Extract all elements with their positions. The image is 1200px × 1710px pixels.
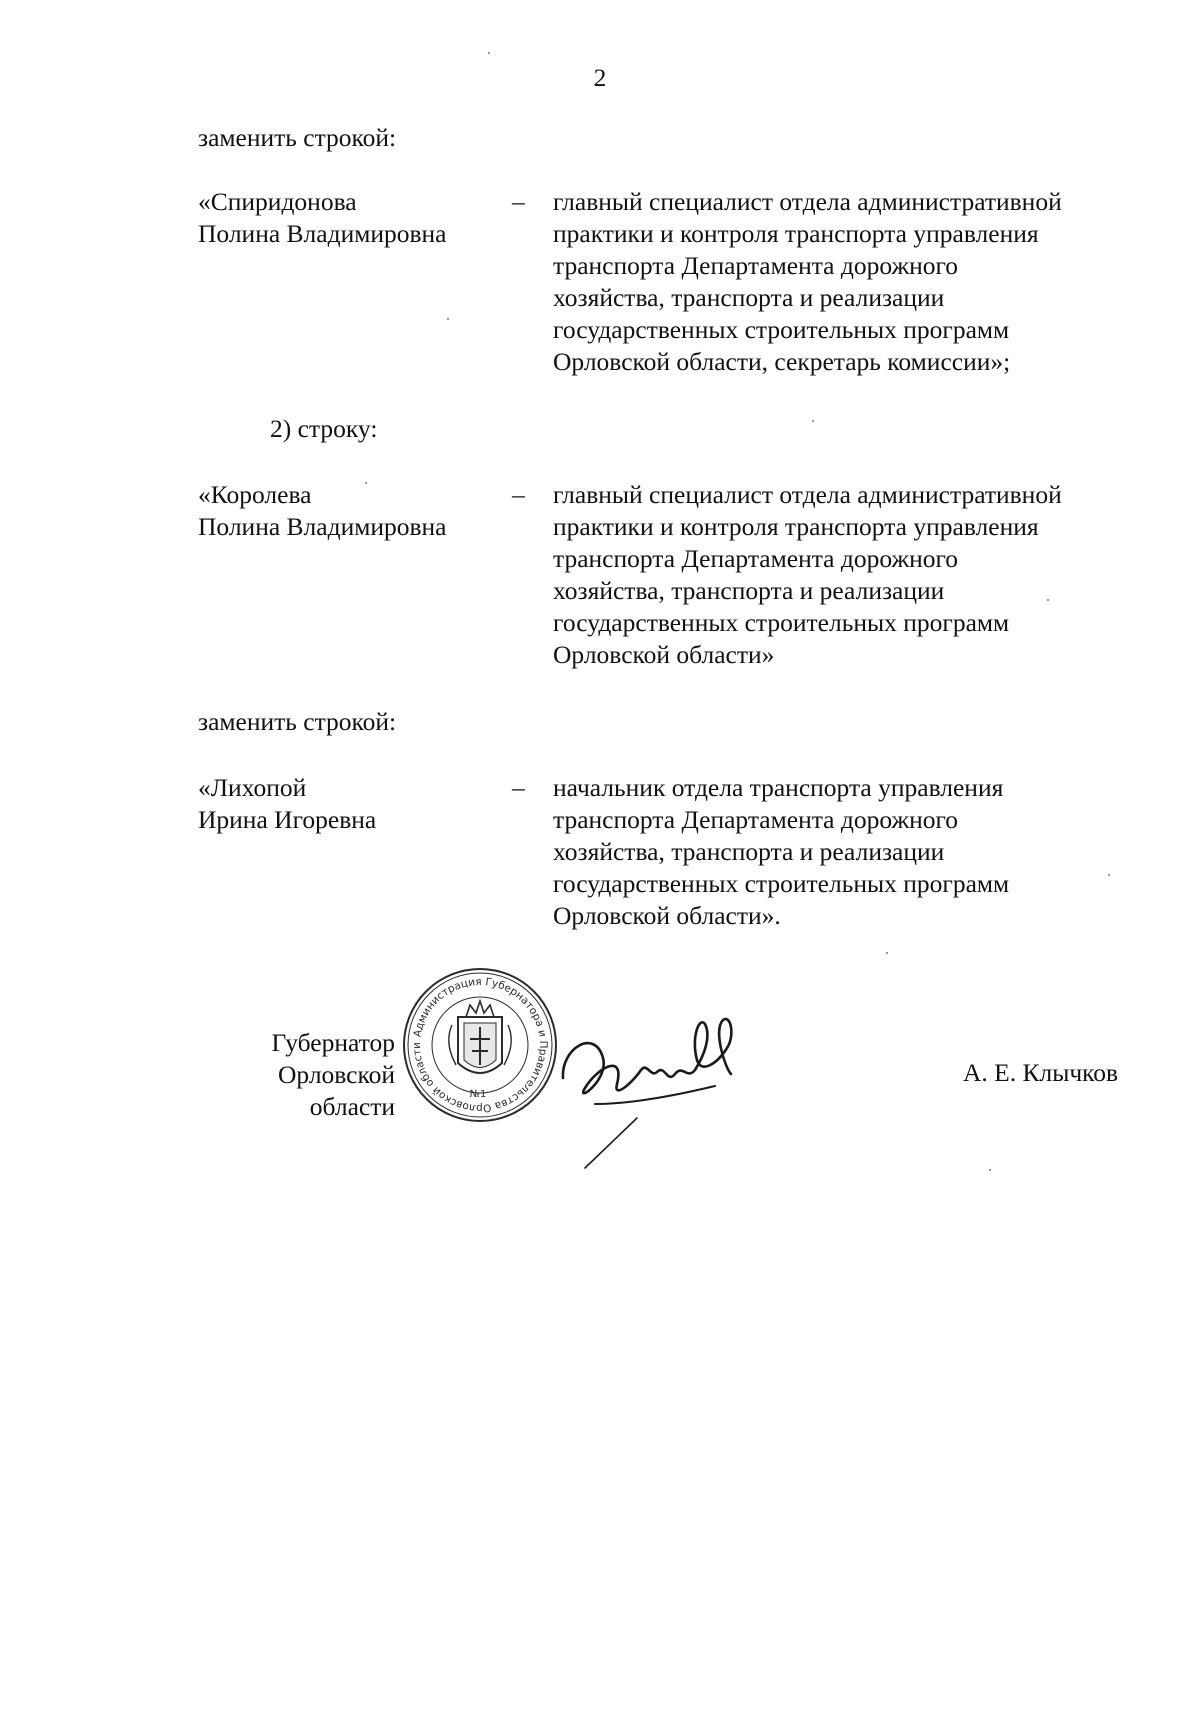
- scan-speck: [1047, 599, 1049, 601]
- signatory-name: А. Е. Клычков: [963, 1058, 1119, 1087]
- section3-person-name: «Лихопой Ирина Игоревна: [198, 773, 377, 834]
- scan-speck: [989, 1169, 991, 1171]
- section1-dash: –: [512, 187, 525, 216]
- section3-description: начальник отдела транспорта управления транспорта Департамента дорожного хозяйства, транспорта и реализации государственных строительных программ Орловской области».: [553, 773, 1010, 930]
- scan-speck: [447, 318, 449, 320]
- section1-intro: заменить строкой:: [198, 123, 397, 152]
- svg-text:№1: №1: [469, 1089, 487, 1100]
- section2-person-name: «Королева Полина Владимировна: [198, 480, 447, 541]
- scan-speck: [886, 952, 888, 954]
- section2-intro: 2) строку:: [270, 414, 378, 443]
- section3-intro: заменить строкой:: [198, 707, 397, 736]
- section3-dash: –: [512, 773, 525, 802]
- page-number: 2: [593, 63, 607, 92]
- scan-speck: [1108, 874, 1110, 876]
- section1-description: главный специалист отдела административной практики и контроля транспорта управления транспорта Департамента дорожного хозяйства, транспорта и реализации государственных строительных программ Орловской области, секретарь комиссии»;: [553, 187, 1062, 376]
- svg-text:Администрация Губернатора и Пр: Администрация Губернатора и Правительства Орловской области: [410, 975, 550, 1115]
- section1-person-name: «Спиридонова Полина Владимировна: [198, 187, 447, 248]
- scan-speck: [488, 52, 490, 54]
- signatory-title: Губернатор Орловской области: [271, 1028, 395, 1121]
- section2-dash: –: [512, 480, 525, 509]
- section2-description: главный специалист отдела административной практики и контроля транспорта управления транспорта Департамента дорожного хозяйства, транспорта и реализации государственных строительных программ Орловской области»: [553, 480, 1062, 669]
- scan-speck: [812, 420, 814, 422]
- scan-speck: [365, 482, 367, 484]
- handwritten-signature-icon: [555, 1008, 745, 1178]
- official-seal-icon: [400, 965, 560, 1125]
